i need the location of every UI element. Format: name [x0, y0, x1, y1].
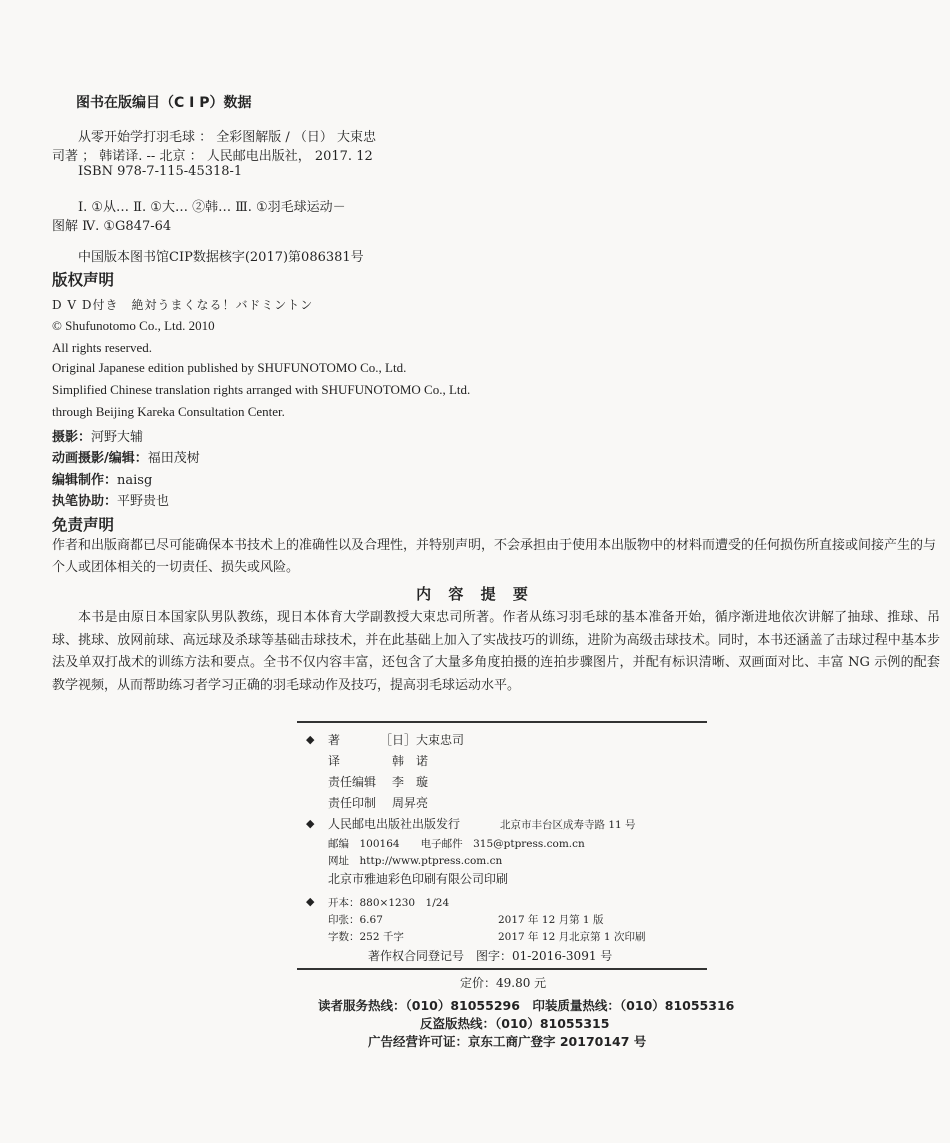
- copyright-heading: 版权声明: [52, 271, 115, 289]
- colophon-top-rule: [297, 721, 707, 723]
- price: 定价：49.80 元: [460, 976, 547, 990]
- website: 网址 http://www.ptpress.com.cn: [328, 855, 503, 867]
- credit-photography: [52, 426, 143, 445]
- bullet-icon: ◆: [306, 895, 315, 908]
- printing-value: 周昇亮: [392, 796, 429, 810]
- original-title: D V D付き 絶対うまくなる！バドミントン: [52, 298, 314, 312]
- anti-piracy-hotline: 反盗版热线：（010）81055315: [420, 1016, 610, 1031]
- translator-label: 译: [328, 754, 341, 768]
- credit-writing: [52, 490, 169, 509]
- credit-value: 河野大辅: [91, 430, 144, 445]
- disclaimer-text: 作者和出版商都已尽可能确保本书技术上的准确性以及合理性，并特别声明，不会承担由于使用本出版物中的材料而遭受的任何损伤所直接或间接产生的与个人或团体相关的一切责任、损失或风险。: [52, 538, 937, 575]
- copyright-line: Simplified Chinese translation rights arranged with SHUFUNOTOMO Co., Ltd.: [52, 382, 471, 397]
- disclaimer-heading: 免责声明: [52, 516, 115, 534]
- edition: 2017 年 12 月第 1 版: [498, 914, 604, 926]
- service-hotlines: 读者服务热线：（010）81055296 印装质量热线：（010）81055316: [318, 998, 735, 1013]
- printer: 北京市雅迪彩色印刷有限公司印刷: [328, 872, 509, 886]
- word-count: 字数：252 千字: [328, 931, 404, 943]
- bullet-icon: ◆: [306, 733, 315, 746]
- credit-editing: [52, 469, 152, 488]
- publisher-address: 北京市丰台区成寿寺路 11 号: [500, 819, 636, 831]
- credit-value: naisg: [117, 473, 153, 488]
- editor-label: 责任编辑: [328, 775, 377, 789]
- cip-line-2: 司著 ； 韩诺译. -- 北京 ： 人民邮电出版社， 2017. 12: [52, 149, 373, 164]
- credit-label: 摄影：: [52, 430, 92, 445]
- cip-line-1: 从零开始学打羽毛球 ： 全彩图解版 / （日） 大束忠: [78, 130, 377, 145]
- credit-video: [52, 447, 200, 466]
- editor-value: 李 璇: [392, 775, 429, 789]
- cip-isbn: ISBN 978-7-115-45318-1: [78, 164, 243, 179]
- publisher: 人民邮电出版社出版发行: [328, 817, 461, 831]
- cip-title: 图书在版编目（C I P）数据: [76, 95, 252, 111]
- cip-classification-1: Ⅰ. ①从… Ⅱ. ①大… ②韩… Ⅲ. ①羽毛球运动－: [78, 200, 346, 215]
- bullet-icon: ◆: [306, 817, 315, 830]
- credit-label: 执笔协助：: [52, 494, 118, 509]
- postcode-email: 邮编 100164 电子邮件 315@ptpress.com.cn: [328, 838, 585, 850]
- author-value: ［日］大束忠司: [380, 733, 465, 747]
- credit-value: 平野贵也: [117, 494, 170, 509]
- credit-label: 编辑制作：: [52, 473, 118, 488]
- copyright-line: © Shufunotomo Co., Ltd. 2010: [52, 318, 215, 333]
- contract-number: 著作权合同登记号 图字：01-2016-3091 号: [368, 949, 613, 963]
- translator-value: 韩 诺: [392, 754, 429, 768]
- credit-label: 动画摄影/编辑：: [52, 451, 148, 466]
- colophon-bottom-rule: [297, 968, 707, 970]
- cip-classification-2: 图解 Ⅳ. ①G847-64: [52, 219, 172, 234]
- summary-text: 本书是由原日本国家队男队教练，现日本体育大学副教授大束忠司所著。作者从练习羽毛球的基本准备开始，循序渐进地依次讲解了抽球、推球、吊球、挑球、放网前球、高远球及杀球等基础击球技术，并在此基础上加入了实战技巧的训练，进阶为高级击球技术。同时，本书还涵盖了击球过程中基本步法及单双打战术的训练方法和要点。全书不仅内容丰富，还包含了大量多角度拍摄的连拍步骤图片，并配有标识清晰、双画面对比、丰富 NG 示例的配套教学视频，从而帮助练习者学习正确的羽毛球动作及技巧，提高羽毛球运动水平。: [52, 610, 940, 693]
- copyright-line: Original Japanese edition published by SHUFUNOTOMO Co., Ltd.: [52, 360, 407, 375]
- format: 开本：880×1230 1/24: [328, 897, 450, 909]
- print-sheets: 印张：6.67: [328, 914, 383, 926]
- copyright-line: through Beijing Kareka Consultation Center.: [52, 404, 285, 419]
- author-label: 著: [328, 733, 341, 747]
- printing-label: 责任印制: [328, 796, 377, 810]
- ad-license: 广告经营许可证：京东工商广登字 20170147 号: [368, 1034, 647, 1049]
- cip-record: 中国版本图书馆CIP数据核字(2017)第086381号: [78, 250, 364, 265]
- credit-value: 福田茂树: [147, 451, 200, 466]
- copyright-line: All rights reserved.: [52, 340, 153, 355]
- print-run: 2017 年 12 月北京第 1 次印刷: [498, 931, 646, 943]
- summary-heading: 内 容 提 要: [416, 585, 534, 603]
